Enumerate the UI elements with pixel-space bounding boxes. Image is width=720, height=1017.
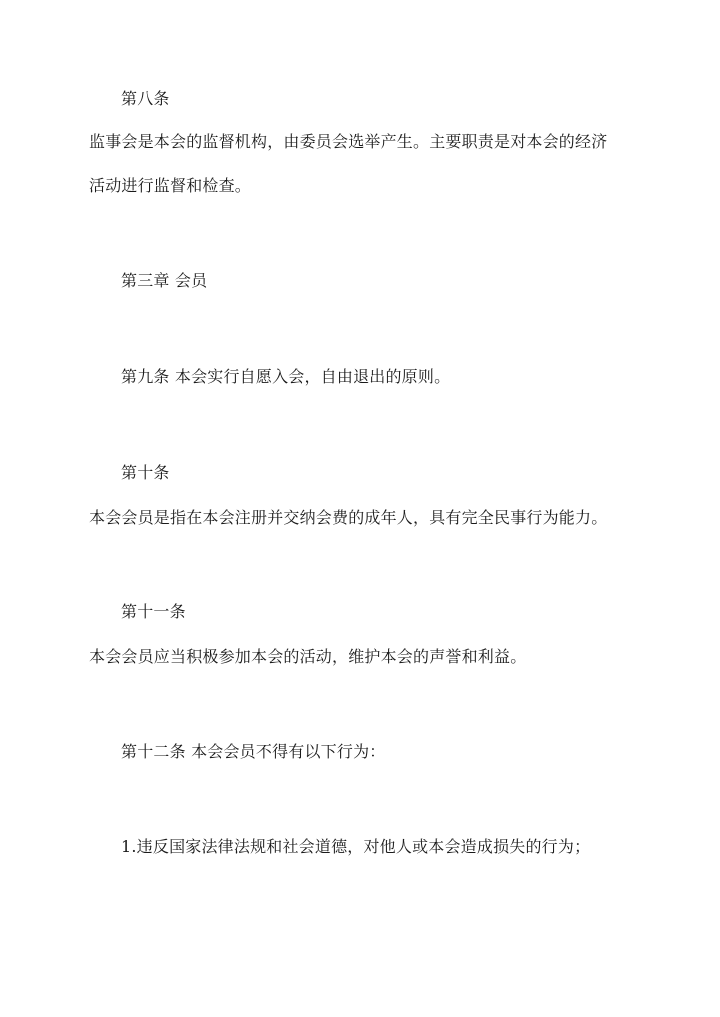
article-11-heading: 第十一条 bbox=[121, 602, 186, 621]
chapter-3-heading: 第三章 会员 bbox=[121, 271, 208, 290]
article-8-heading: 第八条 bbox=[121, 89, 170, 108]
article-11-text: 本会会员应当积极参加本会的活动，维护本会的声誉和利益。 bbox=[89, 647, 527, 666]
article-10-text: 本会会员是指在本会注册并交纳会费的成年人，具有完全民事行为能力。 bbox=[89, 508, 608, 527]
article-9-text: 第九条 本会实行自愿入会，自由退出的原则。 bbox=[121, 367, 451, 386]
article-8-text-line-2: 活动进行监督和检查。 bbox=[89, 176, 252, 195]
article-12-text: 第十二条 本会会员不得有以下行为： bbox=[121, 742, 386, 761]
article-8-text-line-1: 监事会是本会的监督机构，由委员会选举产生。主要职责是对本会的经济 bbox=[89, 132, 608, 151]
article-10-heading: 第十条 bbox=[121, 463, 170, 482]
article-12-item-1: 1.违反国家法律法规和社会道德，对他人或本会造成损失的行为； bbox=[121, 837, 591, 856]
